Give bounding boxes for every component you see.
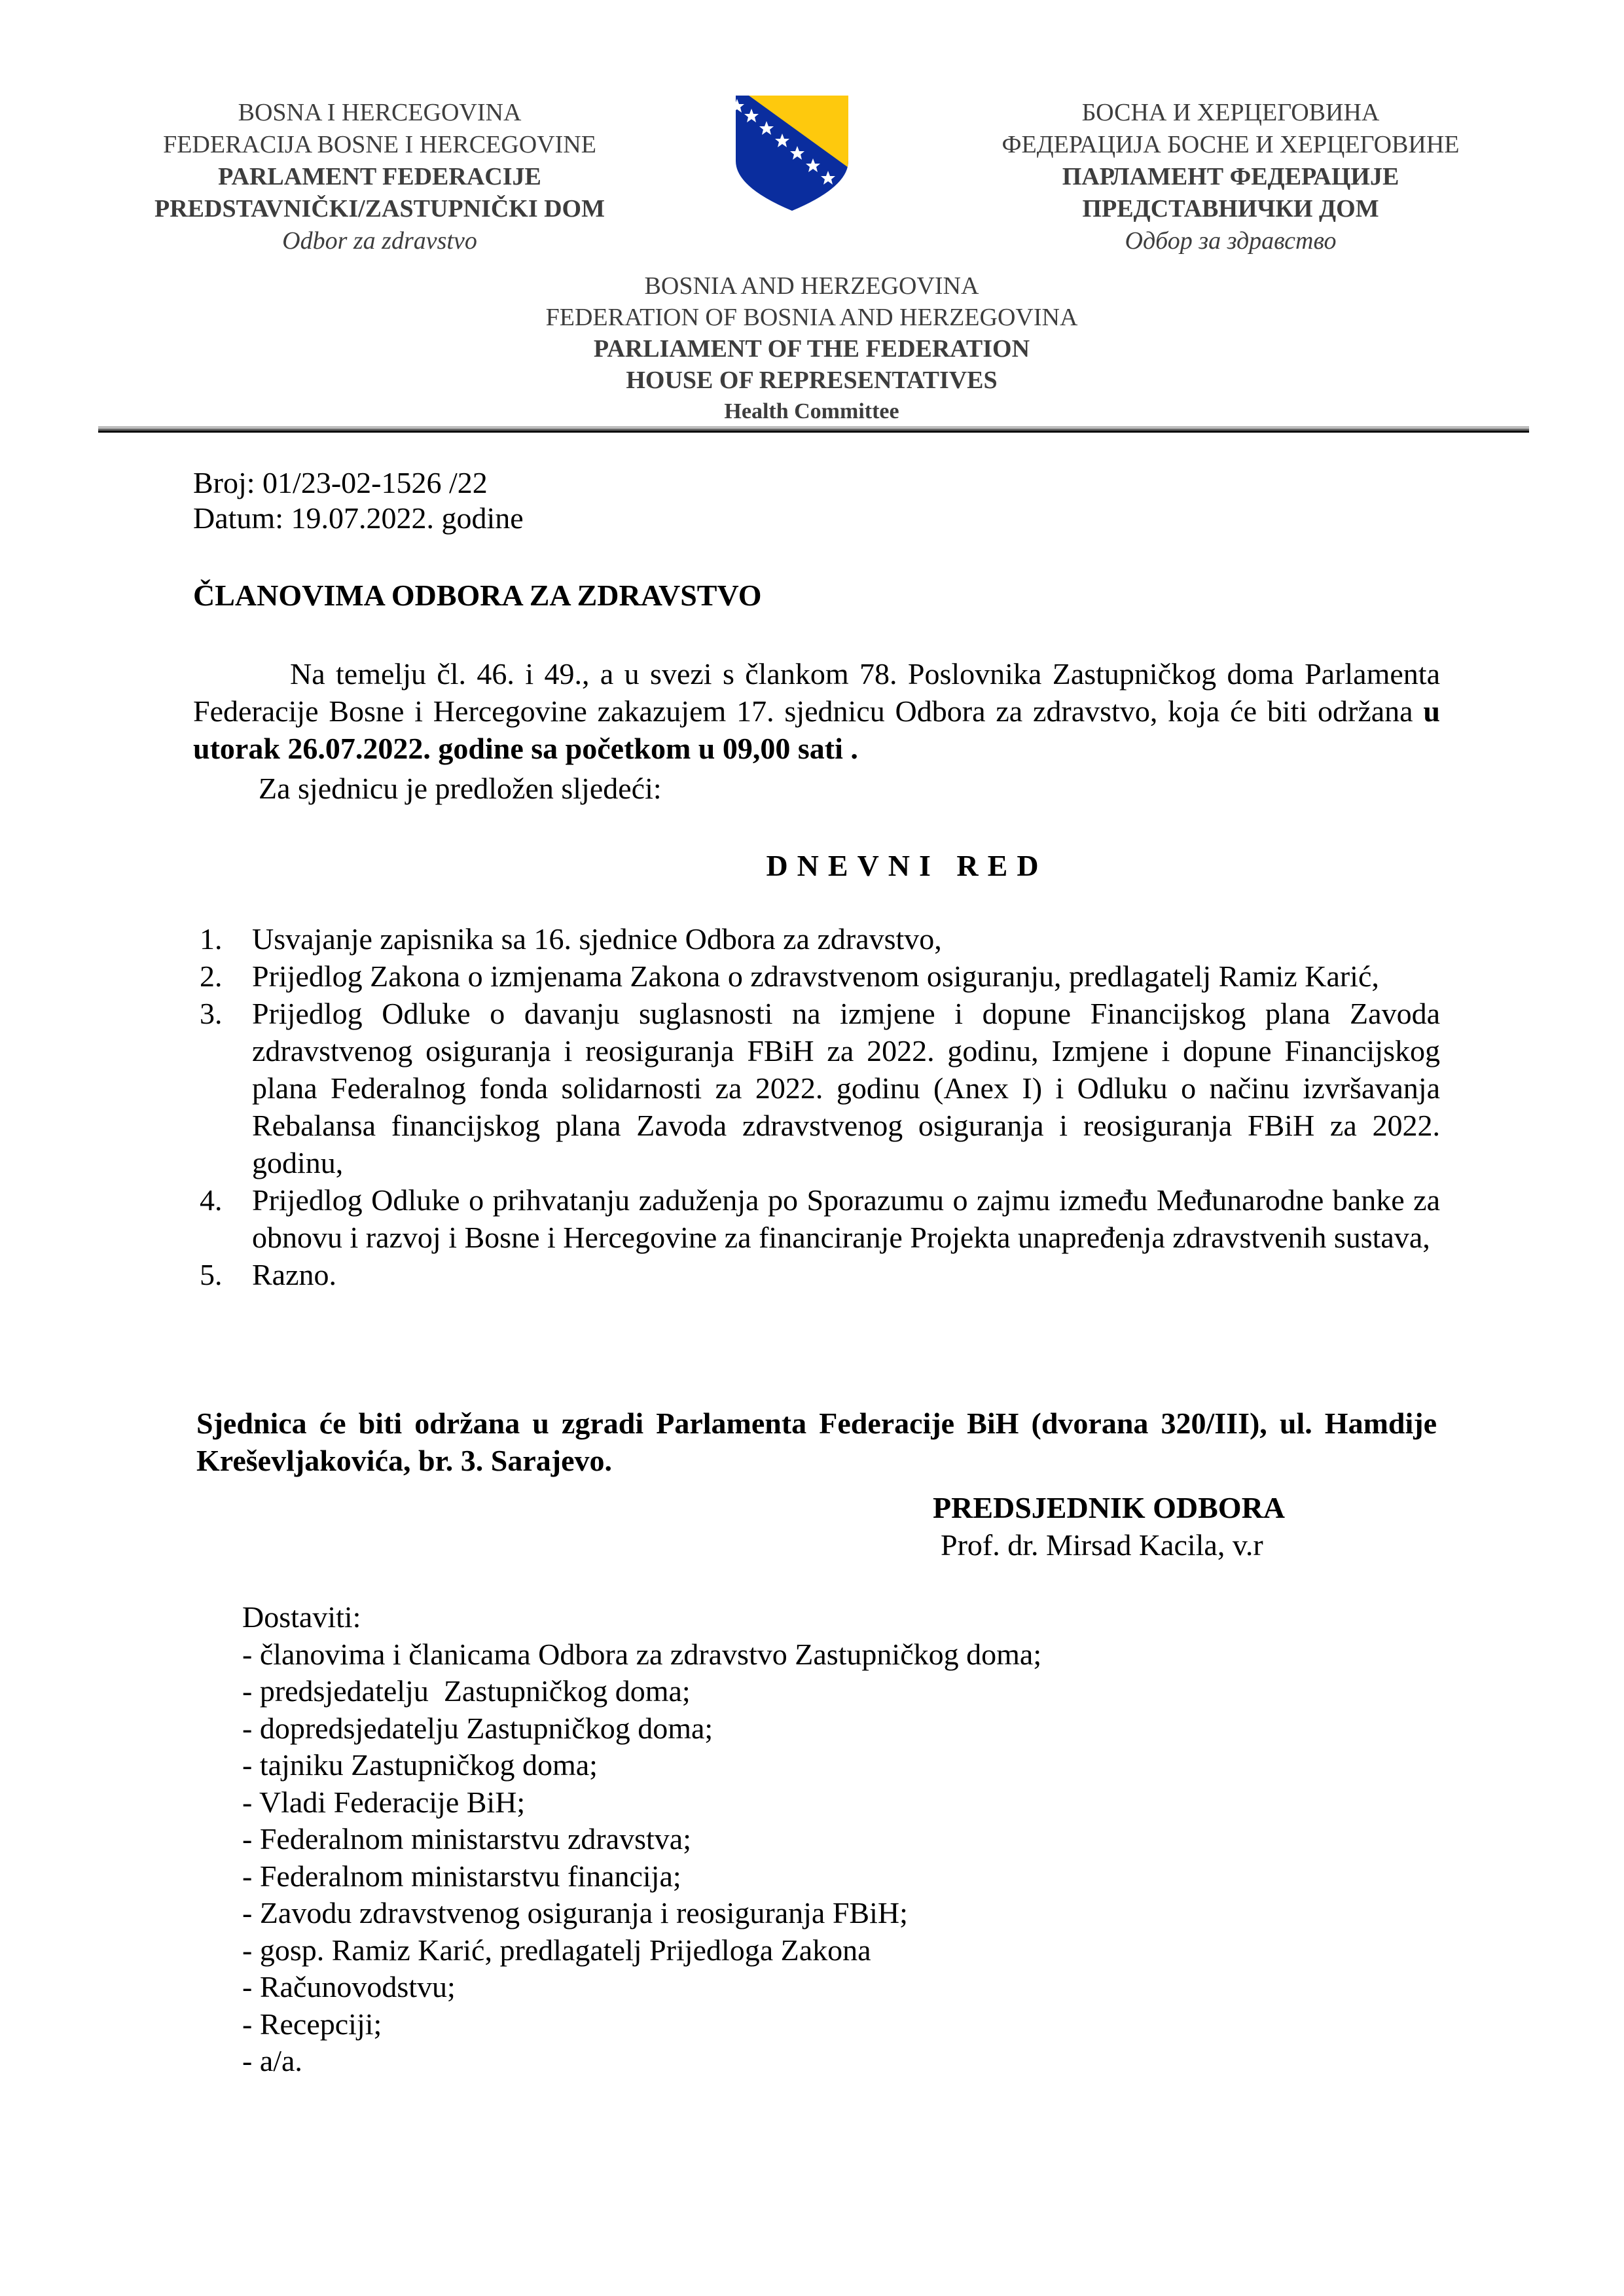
agenda-item-number: 1. xyxy=(200,922,223,956)
distribution-item: - Računovodstvu; xyxy=(242,1970,456,2003)
distribution-item: - gosp. Ramiz Karić, predlagatelj Prijedloga Zakona xyxy=(242,1933,871,1967)
distribution-item: - članovima i članicama Odbora za zdravstvo Zastupničkog doma; xyxy=(242,1637,1042,1671)
agenda-item-number: 2. xyxy=(200,960,223,993)
agenda-item xyxy=(193,958,1440,995)
session-location: Sjednica će biti održana u zgradi Parlamenta Federacije BiH (dvorana 320/III), ul. Hamdije Kreševljakovića, br. 3. Sarajevo. xyxy=(196,1407,1437,1477)
recipient-heading: ČLANOVIMA ODBORA ZA ZDRAVSTVO xyxy=(193,579,762,612)
agenda-item-text: Prijedlog Odluke o prihvatanju zaduženja po Sporazumu o zajmu između Međunarodne banke za obnovu i razvoj i Bosne i Hercegovine za financiranje Projekta unapređenja zdravstvenih sustava, xyxy=(252,1183,1440,1254)
distribution-item: - predsjedatelju Zastupničkog doma; xyxy=(242,1674,691,1708)
house-name-cyrillic: ПРЕДСТАВНИЧКИ ДОМ xyxy=(1082,195,1379,223)
agenda-item-text: Prijedlog Zakona o izmjenama Zakona o zdravstvenom osiguranju, predlagatelj Ramiz Karić, xyxy=(252,960,1379,993)
agenda-item-number: 5. xyxy=(200,1258,223,1291)
country-name-english: BOSNIA AND HERZEGOVINA xyxy=(644,272,979,300)
distribution-item: - Zavodu zdravstvenog osiguranja i reosiguranja FBiH; xyxy=(242,1896,908,1929)
country-name: BOSNA I HERCEGOVINA xyxy=(238,99,522,126)
federation-name-english: FEDERATION OF BOSNIA AND HERZEGOVINA xyxy=(545,304,1078,331)
agenda-item-text: Razno. xyxy=(252,1258,337,1291)
distribution-item: - tajniku Zastupničkog doma; xyxy=(242,1748,598,1782)
distribution-item: - a/a. xyxy=(242,2044,302,2077)
letterhead-right xyxy=(949,97,1512,257)
coat-of-arms-icon xyxy=(736,96,848,211)
signatory-title: PREDSJEDNIK ODBORA xyxy=(933,1491,1286,1524)
agenda-item xyxy=(193,1256,1440,1293)
distribution-item: - dopredsjedatelju Zastupničkog doma; xyxy=(242,1711,713,1745)
session-datetime: u utorak 26.07.2022. godine sa početkom u 09,00 sati . xyxy=(193,694,1440,765)
document-number: Broj: 01/23-02-1526 /22 xyxy=(193,466,488,499)
country-name-cyrillic: БОСНА И ХЕРЦЕГОВИНА xyxy=(1081,99,1380,126)
letterhead-divider xyxy=(98,426,1529,433)
letterhead-center xyxy=(458,270,1165,427)
agenda-lead-in: Za sjednicu je predložen sljedeći: xyxy=(259,772,662,805)
agenda-item xyxy=(193,995,1440,1181)
agenda-item-text: Prijedlog Odluke o davanju suglasnosti na izmjene i dopune Financijskog plana Zavoda zdravstvenog osiguranja i reosiguranja FBiH za 2022. godinu, Izmjene i dopune Financijskog plana Federalnog fonda solidarnosti za 2022. godinu (Anex I) i Odluku o načinu izvršavanja Rebalansa financijskog plana Zavoda zdravstvenog osiguranja i reosiguranja FBiH za 2022. godinu, xyxy=(252,997,1440,1179)
signature-block xyxy=(933,1489,1285,1564)
signatory-name: Prof. dr. Mirsad Kacila, v.r xyxy=(941,1528,1263,1562)
agenda-item-number: 3. xyxy=(200,997,223,1030)
committee-name: Odbor za zdravstvo xyxy=(282,227,477,255)
parliament-name: PARLAMENT FEDERACIJE xyxy=(218,163,541,190)
letterhead-left xyxy=(98,97,661,257)
federation-name-cyrillic: ФЕДЕРАЦИЈА БОСНЕ И ХЕРЦЕГОВИНЕ xyxy=(1001,131,1460,158)
distribution-label: Dostaviti: xyxy=(242,1600,361,1634)
house-name-english: HOUSE OF REPRESENTATIVES xyxy=(626,367,998,394)
distribution-list xyxy=(242,1599,1224,2080)
agenda-list xyxy=(193,920,1440,1293)
agenda-item xyxy=(193,920,1440,958)
distribution-item: - Vladi Federacije BiH; xyxy=(242,1785,526,1819)
committee-name-cyrillic: Одбор за здравство xyxy=(1125,227,1337,255)
intro-paragraph xyxy=(193,655,1440,767)
distribution-item: - Federalnom ministarstvu zdravstva; xyxy=(242,1822,692,1856)
document-meta xyxy=(193,465,1440,536)
document-date: Datum: 19.07.2022. godine xyxy=(193,501,524,535)
agenda-item-text: Usvajanje zapisnika sa 16. sjednice Odbora za zdravstvo, xyxy=(252,922,942,956)
agenda-item xyxy=(193,1181,1440,1256)
agenda-item-number: 4. xyxy=(200,1183,223,1217)
house-name: PREDSTAVNIČKI/ZASTUPNIČKI DOM xyxy=(154,195,605,223)
parliament-name-english: PARLIAMENT OF THE FEDERATION xyxy=(593,335,1030,363)
parliament-name-cyrillic: ПАРЛАМЕНТ ФЕДЕРАЦИЈЕ xyxy=(1062,163,1399,190)
federation-name: FEDERACIJA BOSNE I HERCEGOVINE xyxy=(163,131,596,158)
agenda-title: DNEVNI RED xyxy=(766,849,1048,882)
intro-text: Na temelju čl. 46. i 49., a u svezi s člankom 78. Poslovnika Zastupničkog doma Parlamenta Federacije Bosne i Hercegovine zakazujem 17. sjednicu Odbora za zdravstvo, koja će biti održana xyxy=(193,657,1440,728)
distribution-item: - Federalnom ministarstvu financija; xyxy=(242,1859,681,1893)
distribution-item: - Recepciji; xyxy=(242,2007,382,2041)
committee-name-english: Health Committee xyxy=(724,399,899,423)
